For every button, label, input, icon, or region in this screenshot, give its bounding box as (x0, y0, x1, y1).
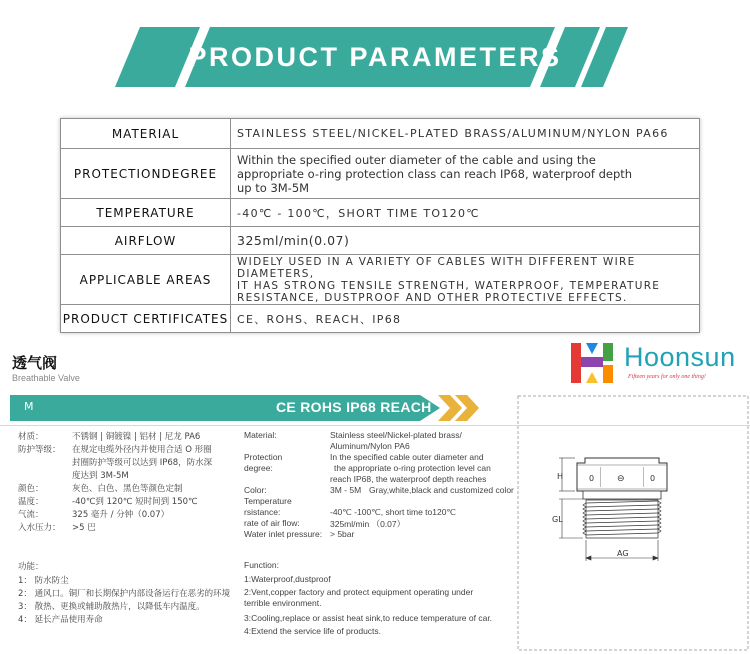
param-value-line: RESISTANCE, DUSTPROOF AND OTHER PROTECTIVE EFFECTS. (237, 291, 628, 304)
spec-key: 材质： (18, 432, 44, 442)
param-label: PRODUCT CERTIFICATES (61, 305, 231, 333)
slot-label-right: 0 (650, 474, 656, 483)
spec-value: -40℃到 120℃ 短时间到 150℃ (72, 497, 198, 507)
spec-key: Material: (244, 430, 277, 440)
product-title-en: Breathable Valve (12, 373, 80, 383)
table-row (61, 149, 700, 199)
list-item: 4:Extend the service life of products. (244, 626, 382, 636)
spec-value: 封圈防护等级可以达到 IP68，防水深 (72, 458, 213, 468)
table-row (61, 119, 700, 149)
spec-value: 325 毫升 / 分钟（0.07） (72, 510, 170, 520)
functions-title: Function: (244, 560, 279, 570)
param-value-line: Within the specified outer diameter of the cable and using the (237, 152, 596, 167)
spec-key: Water inlet pressure: (244, 529, 323, 539)
spec-key: Protection (244, 452, 283, 462)
dimension-gl-label: GL (552, 515, 563, 524)
list-item: 2:Vent,copper factory and protect equipment operating under (244, 587, 474, 597)
list-item: 3： 散热、更换或辅助散热片，以降低车内温度。 (18, 602, 205, 612)
spec-key: rsistance: (244, 507, 281, 517)
spec-value: > 5bar (330, 529, 355, 539)
page-title: PRODUCT PARAMETERS (188, 41, 562, 72)
list-item: 1： 防水防尘 (18, 576, 69, 586)
param-label: MATERIAL (61, 119, 231, 149)
list-item: terrible environment. (244, 598, 322, 608)
list-item: 2： 通风口。铜厂和长期保护内部设备运行在恶劣的环境 (18, 589, 231, 599)
param-value-line: WIDELY USED IN A VARIETY OF CABLES WITH DIFFERENT WIRE DIAMETERS, (237, 255, 636, 280)
spec-key: 气流： (18, 510, 44, 520)
spec-key: rate of air flow: (244, 518, 300, 528)
param-label: APPLICABLE AREAS (61, 255, 231, 305)
list-item: 4： 延长产品使用寿命 (18, 615, 103, 625)
param-value (231, 255, 700, 305)
spec-key: Temperature (244, 496, 292, 506)
param-value-line: up to 3M-5M (237, 180, 310, 195)
technical-drawing (517, 395, 749, 651)
logo-slogan: Fifteen years for only one thing! (628, 374, 706, 380)
spec-value: Gray,white,black and customized color (369, 485, 514, 495)
logo-name: Hoonsun (624, 342, 736, 372)
header-banner (0, 22, 750, 92)
table-row (61, 255, 700, 305)
param-value-line: appropriate o-ring protection class can reach IP68, waterproof depth (237, 166, 633, 181)
spec-value: 3M - 5M (330, 485, 362, 495)
table-row (61, 305, 700, 333)
spec-value: reach IP68, the waterproof depth reaches (330, 474, 487, 484)
valve-drawing-icon (517, 395, 749, 651)
spec-key: 温度： (18, 497, 44, 507)
param-value: -40℃ - 100℃，SHORT TIME TO120℃ (231, 199, 700, 227)
param-value-line: IT HAS STRONG TENSILE STRENGTH, WATERPROOF, TEMPERATURE (237, 279, 661, 292)
spec-key: 颜色： (18, 484, 44, 494)
param-value: 325ml/min(0.07) (231, 227, 700, 255)
certifications-label: CE ROHS IP68 REACH (276, 399, 432, 415)
spec-value: 度达到 3M-5M (72, 471, 129, 481)
spec-value: 在规定电缆外径内并使用合适 O 形圈 (72, 445, 212, 455)
list-item: 1:Waterproof,dustproof (244, 574, 331, 584)
logo-mark-icon (568, 340, 618, 386)
spec-value: Aluminum/Nylon PA6 (330, 441, 410, 451)
spec-value: the appropriate o-ring protection level can (334, 463, 491, 473)
spec-value: 325ml/min （0.07） (330, 519, 406, 529)
list-item: 3:Cooling,replace or assist heat sink,to reduce temperature of car. (244, 613, 493, 623)
spec-value: 不锈钢 | 铜镀镍 | 铝材 | 尼龙 PA6 (72, 432, 201, 442)
center-mark: ⊖ (617, 474, 625, 484)
brand-logo (566, 340, 746, 386)
spec-key: 入水压力： (18, 523, 61, 533)
param-label: TEMPERATURE (61, 199, 231, 227)
spec-key: Color: (244, 485, 267, 495)
param-label: PROTECTIONDEGREE (61, 149, 231, 199)
functions-title: 功能： (18, 562, 44, 572)
dimension-h-label: H (557, 472, 564, 481)
param-label: AIRFLOW (61, 227, 231, 255)
spec-value: In the specified cable outer diameter and (330, 452, 484, 462)
bar-letter: M (24, 400, 34, 413)
slot-label-left: 0 (589, 474, 595, 483)
table-row (61, 199, 700, 227)
spec-value: -40℃ -100℃, short time to120℃ (330, 507, 456, 517)
product-title-cn: 透气阀 (12, 354, 58, 372)
spec-value: Stainless steel/Nickel-plated brass/ (330, 430, 462, 440)
table-row (61, 227, 700, 255)
dimension-ag-label: AG (617, 549, 629, 558)
param-value: CE、ROHS、REACH、IP68 (231, 305, 700, 333)
product-parameters-table (60, 118, 700, 333)
param-value: STAINLESS STEEL/NICKEL-PLATED BRASS/ALUMINUM/NYLON PA66 (231, 119, 700, 149)
spec-key: degree: (244, 463, 273, 473)
spec-key: 防护等级： (18, 445, 61, 455)
param-value (231, 149, 700, 199)
spec-value: 灰色、白色、黑色等颜色定制 (72, 484, 183, 494)
spec-value: >5 巴 (72, 523, 96, 533)
